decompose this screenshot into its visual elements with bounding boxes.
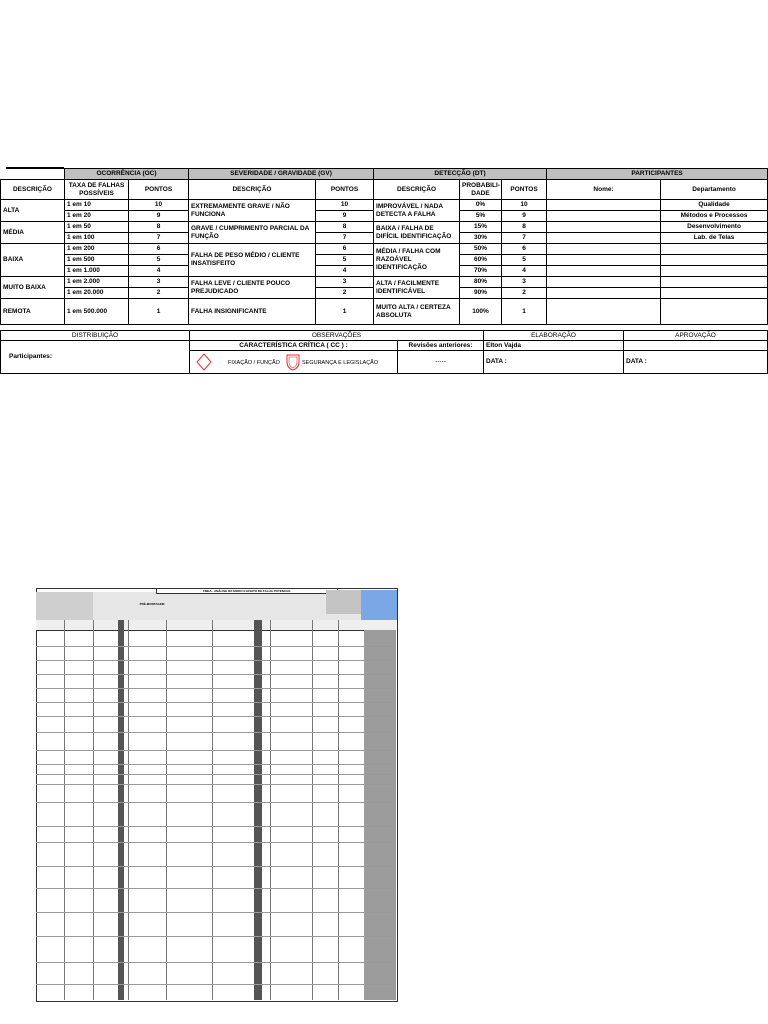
department-cell xyxy=(661,299,768,325)
rate-cell: 1 em 200 xyxy=(65,244,129,255)
fmea-hline xyxy=(36,674,396,675)
rate-cell: 1 em 50 xyxy=(65,222,129,233)
department-cell xyxy=(661,244,768,255)
detection-cell: BAIXA / FALHA DE DIFÍCIL IDENTIFICAÇÃO xyxy=(374,222,460,244)
category-alta: ALTA xyxy=(1,200,65,222)
det-points-cell: 3 xyxy=(502,277,547,288)
fmea-hline xyxy=(36,750,396,751)
fmea-hline xyxy=(36,774,396,775)
fmea-title: FMEA - ANÁLISE DO MODO E EFEITO DE FALHA POTENCIAL xyxy=(156,588,338,594)
caracteristica-critica-label: CARACTERÍSTICA CRÍTICA ( CC ) : xyxy=(190,341,398,351)
participant-name-cell xyxy=(547,211,661,222)
col-det-pontos: PONTOS xyxy=(502,180,547,200)
shield-icon xyxy=(285,353,301,371)
aprovacao-name xyxy=(624,341,768,351)
fmea-legend-table xyxy=(0,168,767,325)
fmea-vline xyxy=(166,620,167,1000)
fmea-hline xyxy=(36,688,396,689)
rate-cell: 1 em 10 xyxy=(65,200,129,211)
department-cell: Métodos e Processos xyxy=(661,211,768,222)
fmea-grey-box xyxy=(326,590,361,614)
fmea-hline xyxy=(36,716,396,717)
occ-points-cell: 1 xyxy=(129,299,189,325)
col-pontos: PONTOS xyxy=(129,180,189,200)
fmea-hline xyxy=(36,912,396,913)
department-cell xyxy=(661,277,768,288)
participant-name-cell xyxy=(547,277,661,288)
rate-cell: 1 em 500 xyxy=(65,255,129,266)
probability-cell: 5% xyxy=(460,211,502,222)
elaboracao-header: ELABORAÇÃO xyxy=(484,331,624,341)
probability-cell: 15% xyxy=(460,222,502,233)
category-remota: REMOTA xyxy=(1,299,65,325)
table-row xyxy=(1,244,768,255)
fmea-vline xyxy=(93,620,94,1000)
occ-points-cell: 3 xyxy=(129,277,189,288)
det-points-cell: 7 xyxy=(502,233,547,244)
fmea-sheet-thumbnail xyxy=(36,588,398,1002)
detection-cell: MÉDIA / FALHA COM RAZOÁVEL IDENTIFICAÇÃO xyxy=(374,244,460,277)
revisoes-label: Revisões anteriores: xyxy=(398,341,484,351)
probability-cell: 100% xyxy=(460,299,502,325)
category-muito-baixa: MUITO BAIXA xyxy=(1,277,65,299)
occ-points-cell: 9 xyxy=(129,211,189,222)
detection-cell: MUITO ALTA / CERTEZA ABSOLUTA xyxy=(374,299,460,325)
fmea-vline xyxy=(212,620,213,1000)
critical-symbols-cell xyxy=(190,351,398,374)
det-points-cell: 1 xyxy=(502,299,547,325)
fmea-hline xyxy=(36,888,396,889)
severity-cell: FALHA DE PESO MÉDIO / CLIENTE INSATISFEITO xyxy=(189,244,316,277)
rate-cell: 1 em 1.000 xyxy=(65,266,129,277)
fmea-hline xyxy=(36,866,396,867)
sev-points-cell: 2 xyxy=(316,288,374,299)
occ-points-cell: 10 xyxy=(129,200,189,211)
rate-cell: 1 em 500.000 xyxy=(65,299,129,325)
approval-block xyxy=(0,330,767,374)
probability-cell: 80% xyxy=(460,277,502,288)
fmea-hline xyxy=(36,842,396,843)
fixacao-label: FIXAÇÃO / FUNÇÃO xyxy=(228,360,280,366)
sev-points-cell: 1 xyxy=(316,299,374,325)
fmea-hline xyxy=(36,702,396,703)
fmea-vline xyxy=(128,620,129,1000)
observacoes-header: OBSERVAÇÕES xyxy=(190,331,484,341)
revisao-value: ----- xyxy=(398,351,484,374)
fmea-hline xyxy=(36,784,396,785)
occ-points-cell: 6 xyxy=(129,244,189,255)
fmea-column-header xyxy=(36,620,396,631)
probability-cell: 70% xyxy=(460,266,502,277)
fmea-hline xyxy=(36,826,396,827)
fmea-dark-column xyxy=(254,620,262,1000)
rate-cell: 1 em 20 xyxy=(65,211,129,222)
participants-header: PARTICIPANTES xyxy=(547,169,768,180)
det-points-cell: 8 xyxy=(502,222,547,233)
fmea-hline xyxy=(36,732,396,733)
aprovacao-header: APROVAÇÃO xyxy=(624,331,768,341)
col-sev-pontos: PONTOS xyxy=(316,180,374,200)
detection-cell: IMPROVÁVEL / NADA DETECTA A FALHA xyxy=(374,200,460,222)
fmea-blue-box xyxy=(361,590,397,620)
det-points-cell: 2 xyxy=(502,288,547,299)
sub-header-row xyxy=(1,180,768,200)
fmea-vline xyxy=(338,620,339,1000)
col-descricao: DESCRIÇÃO xyxy=(1,180,65,200)
det-points-cell: 10 xyxy=(502,200,547,211)
col-probabilidade: PROBABILI- DADE xyxy=(460,180,502,200)
rate-cell: 1 em 20.000 xyxy=(65,288,129,299)
rate-cell: 1 em 100 xyxy=(65,233,129,244)
occ-points-cell: 8 xyxy=(129,222,189,233)
distribuicao-header: DISTRIBUIÇÃO xyxy=(1,331,190,341)
participant-name-cell xyxy=(547,299,661,325)
table-row xyxy=(1,277,768,288)
fmea-hline xyxy=(36,646,396,647)
participant-name-cell xyxy=(547,200,661,211)
probability-cell: 0% xyxy=(460,200,502,211)
diamond-icon xyxy=(196,353,212,371)
occ-points-cell: 7 xyxy=(129,233,189,244)
table-row xyxy=(1,200,768,211)
department-cell: Desenvolvimento xyxy=(661,222,768,233)
probability-cell: 30% xyxy=(460,233,502,244)
sev-points-cell: 10 xyxy=(316,200,374,211)
sev-points-cell: 3 xyxy=(316,277,374,288)
sev-points-cell: 8 xyxy=(316,222,374,233)
occ-points-cell: 5 xyxy=(129,255,189,266)
detection-header: DETECÇÃO (DT) xyxy=(374,169,547,180)
severity-header: SEVERIDADE / GRAVIDADE (GV) xyxy=(189,169,374,180)
severity-cell: GRAVE / CUMPRIMENTO PARCIAL DA FUNÇÃO xyxy=(189,222,316,244)
detection-cell: ALTA / FACILMENTE IDENTIFICÁVEL xyxy=(374,277,460,299)
col-det-descricao: DESCRIÇÃO xyxy=(374,180,460,200)
probability-cell: 90% xyxy=(460,288,502,299)
department-cell: Lab. de Telas xyxy=(661,233,768,244)
severity-cell: EXTREMAMENTE GRAVE / NÃO FUNCIONA xyxy=(189,200,316,222)
approval-header-row xyxy=(1,331,768,341)
fmea-premontagem: PRÉ-MONTAGEM xyxy=(139,602,165,606)
col-sev-descricao: DESCRIÇÃO xyxy=(189,180,316,200)
col-taxa: TAXA DE FALHAS POSSÍVEIS xyxy=(65,180,129,200)
fmea-vline xyxy=(270,620,271,1000)
col-departamento: Departamento xyxy=(661,180,768,200)
group-header-row xyxy=(1,169,768,180)
det-points-cell: 6 xyxy=(502,244,547,255)
fmea-hline xyxy=(36,962,396,963)
fmea-hline xyxy=(36,984,396,985)
det-points-cell: 9 xyxy=(502,211,547,222)
det-points-cell: 5 xyxy=(502,255,547,266)
fmea-left-header xyxy=(36,592,94,620)
sev-points-cell: 7 xyxy=(316,233,374,244)
participant-name-cell xyxy=(547,288,661,299)
fmea-grey-columns xyxy=(364,630,396,1000)
aprovacao-date: DATA : xyxy=(624,351,768,374)
fmea-hline xyxy=(36,936,396,937)
elaborador-name: Elton Vajda xyxy=(484,341,624,351)
fmea-vline xyxy=(312,620,313,1000)
department-cell xyxy=(661,266,768,277)
elaboracao-date: DATA : xyxy=(484,351,624,374)
participantes-label: Participantes: xyxy=(1,341,190,374)
probability-cell: 50% xyxy=(460,244,502,255)
sev-points-cell: 5 xyxy=(316,255,374,266)
probability-cell: 60% xyxy=(460,255,502,266)
department-cell xyxy=(661,288,768,299)
table-row xyxy=(1,299,768,325)
department-cell xyxy=(661,255,768,266)
approval-body-row xyxy=(1,341,768,351)
fmea-dark-column xyxy=(118,620,124,1000)
fmea-hline xyxy=(36,764,396,765)
sev-points-cell: 9 xyxy=(316,211,374,222)
category-baixa: BAIXA xyxy=(1,244,65,277)
participant-name-cell xyxy=(547,233,661,244)
participant-name-cell xyxy=(547,266,661,277)
fmea-hline xyxy=(36,802,396,803)
occ-points-cell: 2 xyxy=(129,288,189,299)
fmea-sheet-frame xyxy=(36,588,398,1002)
category-media: MÉDIA xyxy=(1,222,65,244)
table-row xyxy=(1,222,768,233)
occurrence-header: OCORRÊNCIA (OC) xyxy=(65,169,189,180)
sev-points-cell: 4 xyxy=(316,266,374,277)
fmea-vline xyxy=(64,620,65,1000)
fmea-hline xyxy=(36,660,396,661)
rate-cell: 1 em 2.000 xyxy=(65,277,129,288)
department-cell: Qualidade xyxy=(661,200,768,211)
seguranca-label: SEGURANÇA E LEGISLAÇÃO xyxy=(302,360,379,366)
severity-cell: FALHA INSIGNIFICANTE xyxy=(189,299,316,325)
severity-cell: FALHA LEVE / CLIENTE POUCO PREJUDICADO xyxy=(189,277,316,299)
participant-name-cell xyxy=(547,255,661,266)
participant-name-cell xyxy=(547,244,661,255)
det-points-cell: 4 xyxy=(502,266,547,277)
sev-points-cell: 6 xyxy=(316,244,374,255)
participant-name-cell xyxy=(547,222,661,233)
occ-points-cell: 4 xyxy=(129,266,189,277)
col-nome: Nome: xyxy=(547,180,661,200)
